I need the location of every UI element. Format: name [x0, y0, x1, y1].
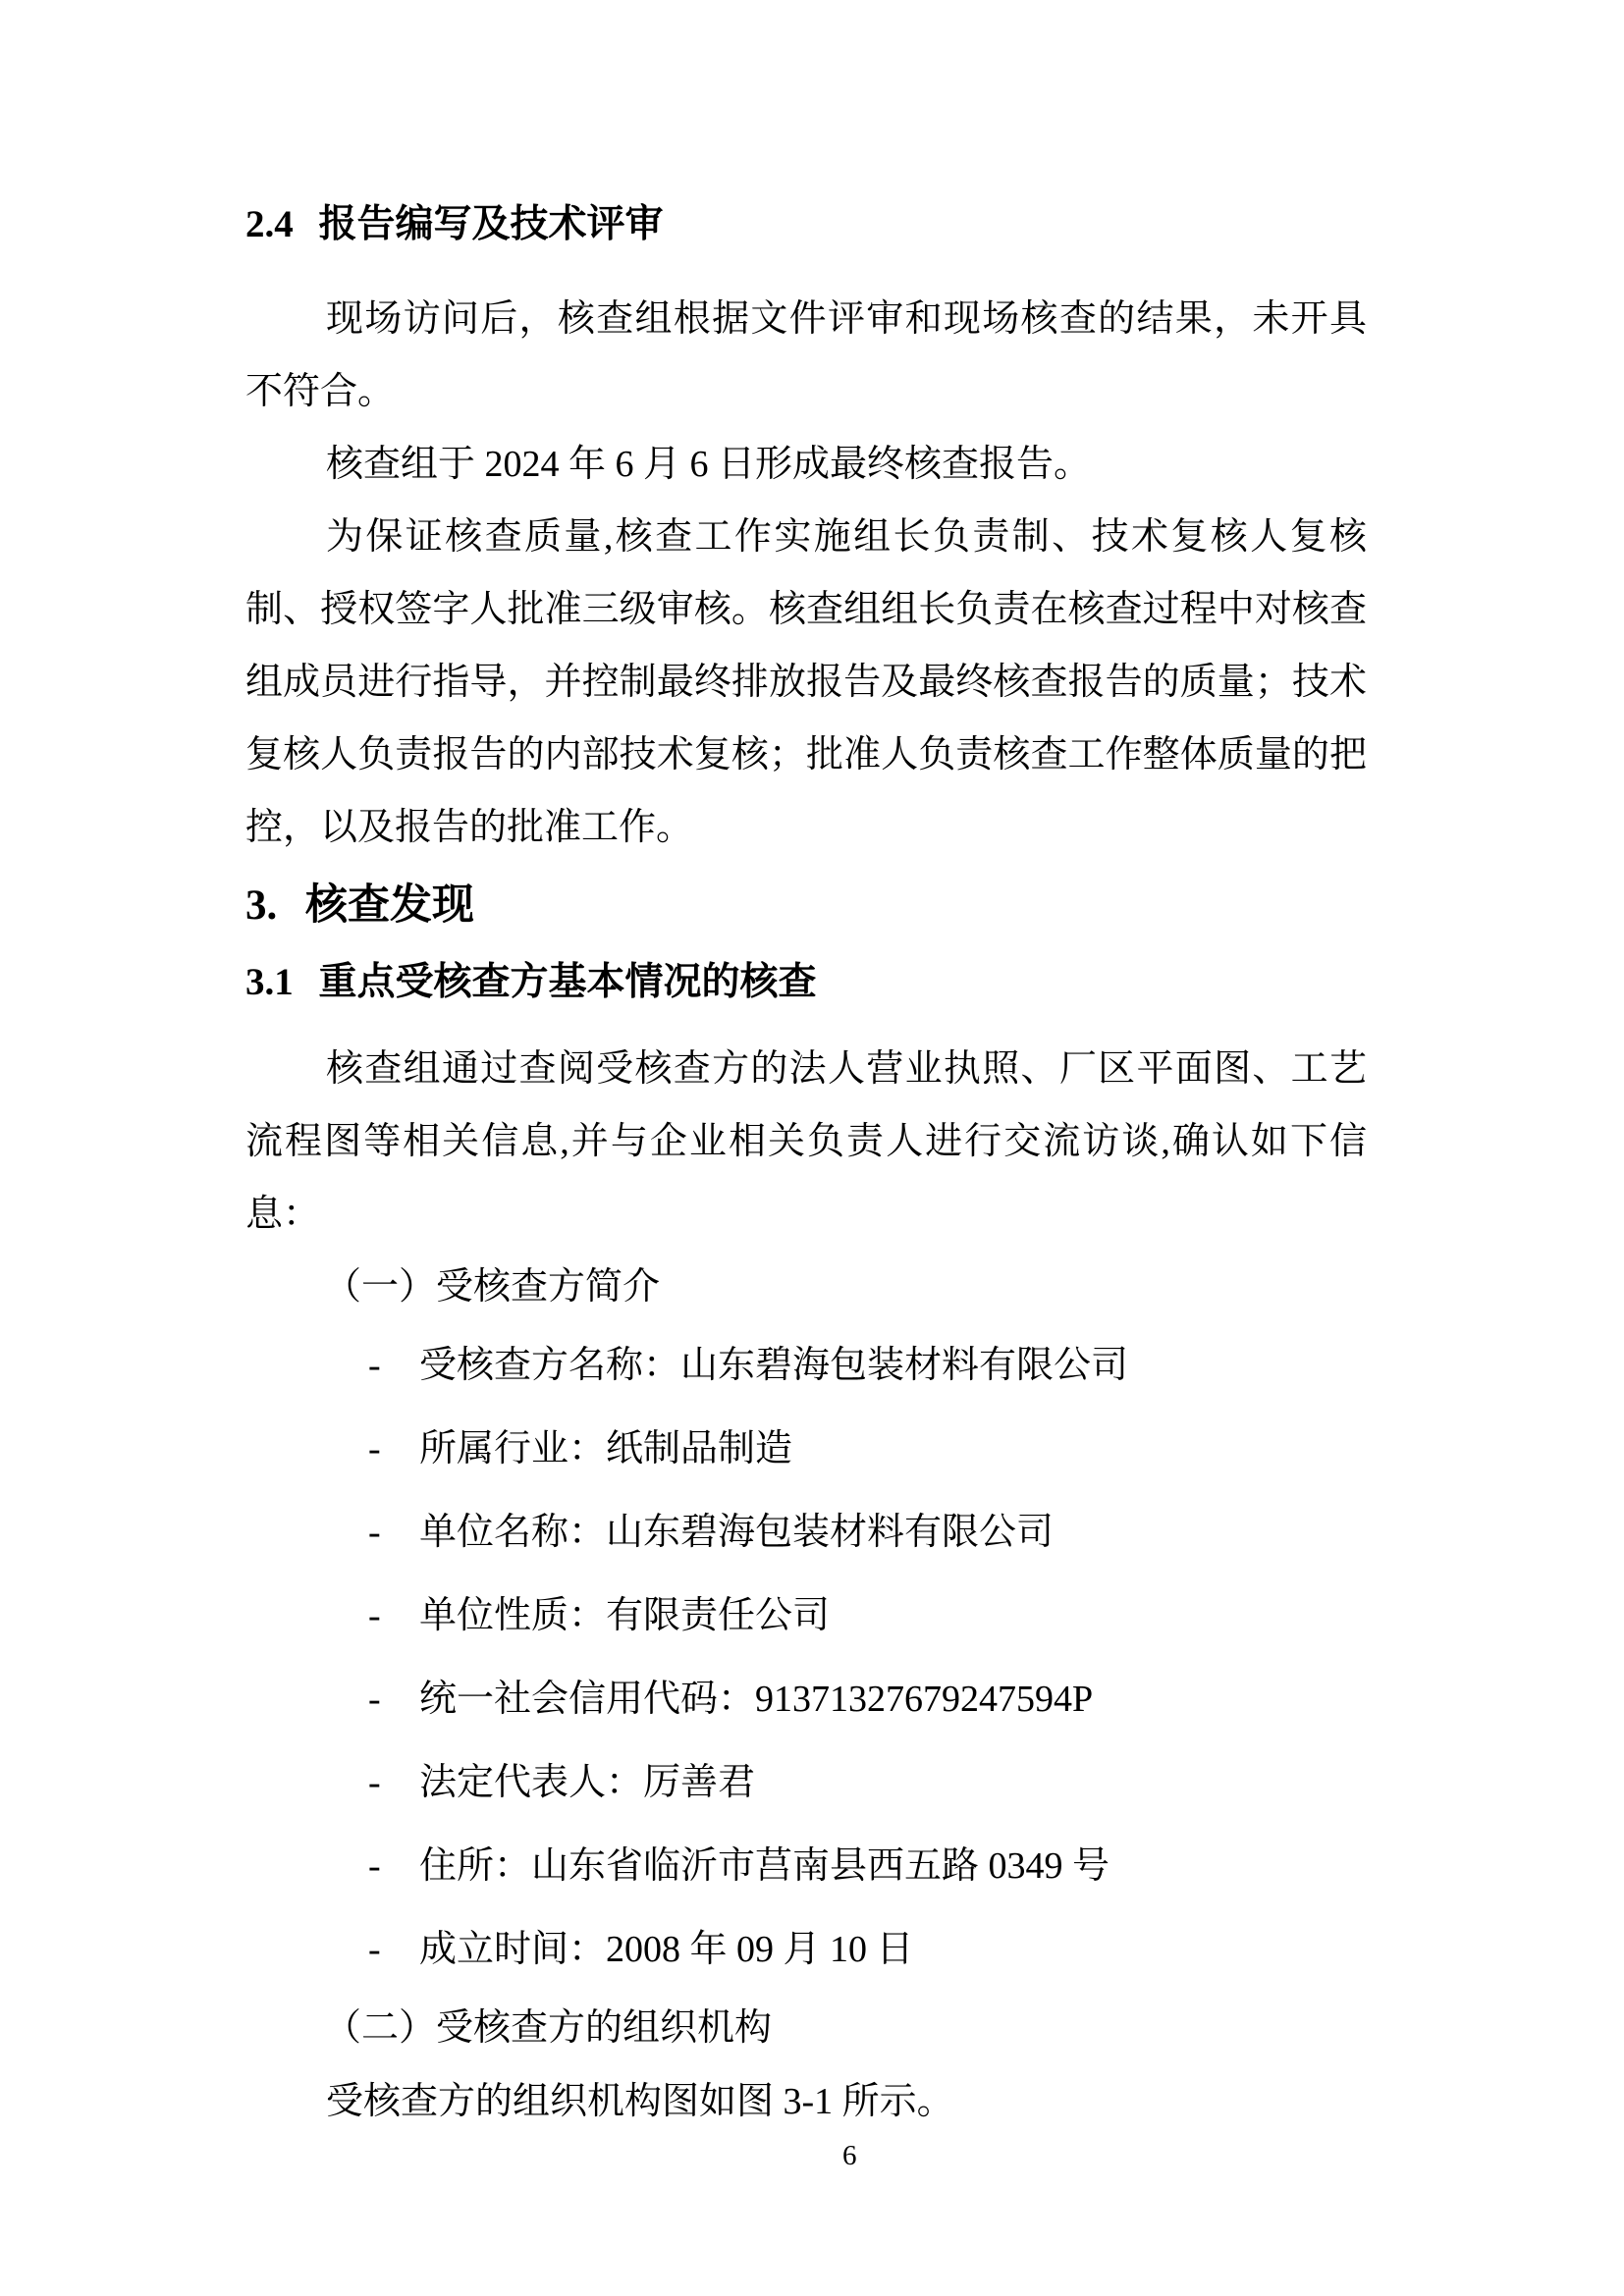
section-title: 重点受核查方基本情况的核查: [318, 961, 817, 1003]
section-number: 3.1: [245, 961, 294, 1003]
dash-bullet: -: [368, 1345, 381, 1386]
paragraph: 核查组通过查阅受核查方的法人营业执照、厂区平面图、工艺流程图等相关信息,并与企业相关负责人进行交流访谈,确认如下信息：: [245, 1048, 1367, 1235]
list-item: [245, 1825, 1367, 1908]
item-value: 纸制品制造: [606, 1428, 793, 1469]
chapter-number: 3.: [245, 882, 278, 929]
item-value: 山东省临沂市莒南县西五路 0349 号: [531, 1845, 1110, 1887]
section-number: 2.4: [245, 203, 294, 245]
list-item: [245, 1575, 1367, 1658]
list-item: [245, 1908, 1367, 1992]
item-label: 单位名称：: [419, 1512, 607, 1553]
list-item: [245, 1324, 1367, 1408]
paragraph: 核查组于 2024 年 6 月 6 日形成最终核查报告。: [326, 444, 1092, 485]
dash-bullet: -: [368, 1595, 381, 1636]
dash-bullet: -: [368, 1679, 381, 1720]
dash-bullet: -: [368, 1762, 381, 1803]
part-one-label: （一）受核查方简介: [324, 1266, 661, 1308]
dash-bullet: -: [368, 1845, 381, 1887]
item-value: 2008 年 09 月 10 日: [606, 1929, 914, 1970]
item-label: 受核查方名称：: [419, 1345, 681, 1386]
item-label: 统一社会信用代码：: [419, 1679, 756, 1720]
item-value: 91371327679247594P: [755, 1679, 1094, 1720]
dash-bullet: -: [368, 1929, 381, 1970]
dash-bullet: -: [368, 1428, 381, 1469]
item-label: 单位性质：: [419, 1595, 607, 1636]
page-number: 6: [842, 2140, 857, 2171]
item-value: 有限责任公司: [606, 1595, 831, 1636]
item-label: 所属行业：: [419, 1428, 607, 1469]
chapter-title: 核查发现: [305, 882, 474, 929]
item-label: 法定代表人：: [419, 1762, 644, 1803]
item-label: 成立时间：: [419, 1929, 607, 1970]
dash-bullet: -: [368, 1512, 381, 1553]
item-label: 住所：: [419, 1845, 532, 1887]
item-value: 厉善君: [643, 1762, 756, 1803]
section-heading-2-4: [245, 198, 1367, 251]
list-item: [245, 1658, 1367, 1741]
item-value: 山东碧海包装材料有限公司: [680, 1345, 1129, 1386]
list-item: [245, 1408, 1367, 1491]
section-title: 报告编写及技术评审: [318, 203, 664, 245]
chapter-heading-3: [245, 876, 1367, 936]
closing-paragraph: 受核查方的组织机构图如图 3-1 所示。: [326, 2081, 954, 2122]
list-item: [245, 1741, 1367, 1825]
list-item: [245, 1491, 1367, 1575]
part-two-label: （二）受核查方的组织机构: [324, 2007, 773, 2049]
item-value: 山东碧海包装材料有限公司: [606, 1512, 1055, 1553]
paragraph: 为保证核查质量,核查工作实施组长负责制、技术复核人复核制、授权签字人批准三级审核。核查组组长负责在核查过程中对核查组成员进行指导，并控制最终排放报告及最终核查报告的质量；技术复核人负责报告的内部技术复核；批准人负责核查工作整体质量的把控，以及报告的批准工作。: [245, 516, 1367, 848]
section-heading-3-1: [245, 956, 1367, 1009]
paragraph: 现场访问后，核查组根据文件评审和现场核查的结果，未开具不符合。: [245, 298, 1367, 412]
